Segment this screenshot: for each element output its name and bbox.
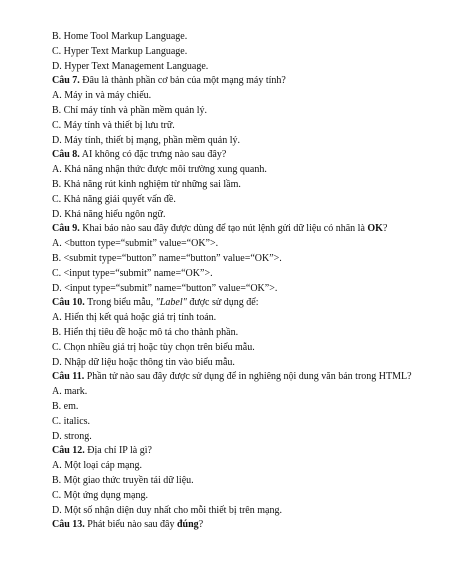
answer-option: B. Home Tool Markup Language. xyxy=(52,31,188,42)
answer-option: B. Khả năng rút kinh nghiệm từ những sai lầm. xyxy=(52,178,241,190)
question-text: ? xyxy=(198,519,204,531)
question-number: Câu 9. xyxy=(52,223,80,235)
question xyxy=(52,222,412,237)
answer-option: D. Nhập dữ liệu hoặc thông tin vào biểu mẫu. xyxy=(52,356,235,368)
question-text: ? xyxy=(382,223,388,235)
answer-option: C. <input type=“submit” name=“OK”>. xyxy=(52,267,213,279)
answer-option: A. Một loại cáp mạng. xyxy=(52,460,142,472)
question-number: Câu 10. xyxy=(52,297,85,309)
document-page xyxy=(52,30,412,533)
question xyxy=(52,74,412,89)
question-text: Phần tử nào sau đây được sử dụng để in nghiêng nội dung văn bản trong HTML? xyxy=(84,371,412,383)
question-number: Câu 12. xyxy=(52,445,85,457)
question xyxy=(52,148,412,163)
question-text: Trong biểu mẫu, xyxy=(84,297,156,309)
answer-option: C. italics. xyxy=(52,415,91,427)
answer-option: B. Chỉ máy tính và phần mềm quản lý. xyxy=(52,104,207,116)
question-text: Đâu là thành phần cơ bản của một mạng máy tính? xyxy=(79,75,286,87)
answer-option: B. <submit type=“button” name=“button” value=“OK”>. xyxy=(52,252,282,264)
question xyxy=(52,296,412,311)
answer-option: A. Hiển thị kết quả hoặc giá trị tính toán. xyxy=(52,312,217,324)
answer-option: D. strong. xyxy=(52,430,92,442)
answer-option: B. Một giao thức truyền tải dữ liệu. xyxy=(52,474,194,486)
answer-option: C. Khả năng giải quyết vấn đề. xyxy=(52,193,176,205)
answer-option: B. Hiển thị tiêu đề hoặc mô tả cho thành phần. xyxy=(52,326,239,338)
answer-option: C. Một ứng dụng mạng. xyxy=(52,489,148,501)
question-number: Câu 8. xyxy=(52,149,80,161)
question-text: Khai báo nào sau đây được dùng để tạo nút lệnh gửi dữ liệu có nhãn là xyxy=(79,223,368,235)
answer-option: C. Hyper Text Markup Language. xyxy=(52,45,188,57)
question-number: Câu 13. xyxy=(52,519,85,531)
answer-option: D. Một số nhận diện duy nhất cho mỗi thiết bị trên mạng. xyxy=(52,504,282,516)
question-text: Phát biểu nào sau đây xyxy=(84,519,177,531)
answer-option: D. Khả năng hiểu ngôn ngữ. xyxy=(52,208,166,220)
question-emphasis: OK xyxy=(367,223,383,235)
answer-option: C. Máy tính và thiết bị lưu trữ. xyxy=(52,119,175,131)
answer-option: D. Hyper Text Management Language. xyxy=(52,60,209,72)
answer-option: A. Máy in và máy chiếu. xyxy=(52,90,152,102)
answer-option: D. Máy tính, thiết bị mạng, phần mềm quản lý. xyxy=(52,134,241,146)
question xyxy=(52,518,412,533)
question-italic: "Label" xyxy=(155,297,187,309)
answer-option: A. <button type=“submit” value=“OK”>. xyxy=(52,238,219,250)
question xyxy=(52,444,412,459)
question-number: Câu 11. xyxy=(52,371,85,383)
answer-option: C. Chọn nhiều giá trị hoặc tùy chọn trên biểu mẫu. xyxy=(52,341,255,353)
question-number: Câu 7. xyxy=(52,75,80,87)
answer-option: A. mark. xyxy=(52,386,88,398)
answer-option: A. Khả năng nhận thức được môi trường xung quanh. xyxy=(52,164,267,176)
question-text: Địa chỉ IP là gì? xyxy=(84,445,152,457)
question xyxy=(52,370,412,385)
answer-option: B. em. xyxy=(52,400,79,412)
question-text: được sử dụng để: xyxy=(186,297,259,309)
question-text: AI không có đặc trưng nào sau đây? xyxy=(79,149,227,161)
question-emphasis: đúng xyxy=(177,519,199,531)
answer-option: D. <input type=“submit” name=“button” value=“OK”>. xyxy=(52,282,278,294)
